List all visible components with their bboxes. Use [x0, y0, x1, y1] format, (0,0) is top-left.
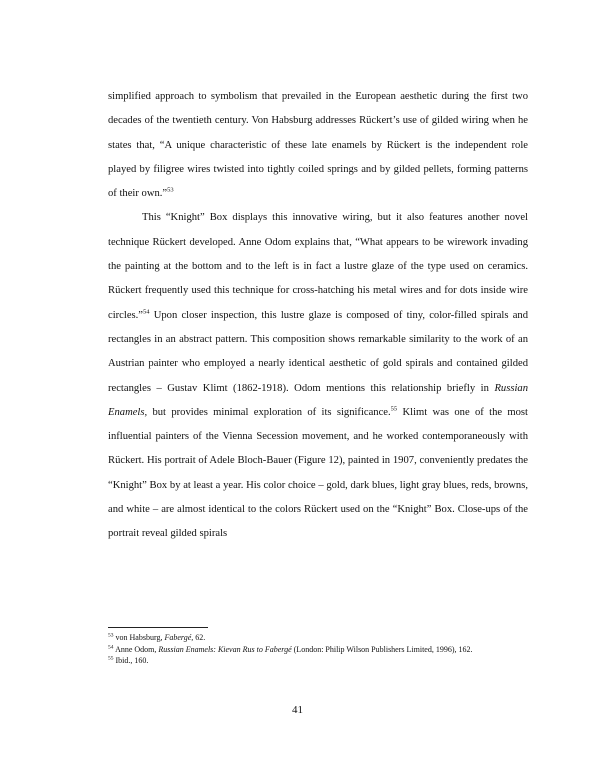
footnote-ref-55[interactable]: 55 — [390, 405, 398, 413]
footnote-number: 53 — [108, 632, 114, 639]
footnote-italic: Russian Enamels: Kievan Rus to Fabergé — [158, 644, 292, 654]
footnote-text: Ibid., 160. — [115, 656, 149, 665]
footnote-divider — [108, 627, 208, 628]
footnote-text: Anne Odom, — [115, 644, 159, 654]
footnotes — [108, 632, 528, 667]
paragraph-2-text-part-2: Upon closer inspection, this lustre glaze is composed of tiny, color-filled spirals and rectangles in an abstract pattern. This composition shows remarkable similarity to the work of an Austrian painter who employed a nearly identical aesthetic of gold spirals and contained gilded rectangles – Gustav Klimt (1862-1918). Odom mentions this relationship briefly in — [108, 309, 528, 394]
paragraph-2-text-part-3: but provides minimal exploration of its significance. — [147, 406, 391, 418]
footnote-ref-53[interactable]: 53 — [167, 186, 174, 194]
footnote-54 — [108, 644, 528, 656]
book-title-italic: Russian Enamels, — [108, 382, 528, 418]
footnote-53 — [108, 632, 528, 644]
footnote-text-end: (London: Philip Wilson Publishers Limited, 1996), 162. — [291, 644, 473, 654]
paragraph-2-text-part-1: This “Knight” Box displays this innovative wiring, but it also features another novel technique Rückert developed. Anne Odom explains that, “What appears to be wirework invading the painting at the bottom and to the left is in fact a lustre glaze of the type used on ceramics. Rückert frequently used this technique for cross-hatching his metal wires and for dots inside wire circles.” — [108, 212, 528, 321]
paragraph-1 — [108, 85, 528, 206]
footnote-text: von Habsburg, — [115, 633, 165, 642]
footnote-55 — [108, 655, 528, 667]
footnote-number: 54 — [108, 643, 114, 650]
footnote-text-end: 62. — [193, 633, 206, 642]
paragraph-2 — [108, 206, 528, 546]
footnote-ref-54[interactable]: 54 — [143, 308, 150, 316]
footnote-italic: Fabergé, — [164, 633, 194, 642]
paragraph-2-text-part-4: Klimt was one of the most influential painters of the Vienna Secession movement, and he worked contemporaneously with Rückert. His portrait of Adele Bloch-Bauer (Figure 12), painted in 1907, conveniently predates the “Knight” Box by at least a year. His color choice – gold, dark blues, light gray blues, reds, browns, and white – are almost identical to the colors Rückert used on the “Knight” Box. Close-ups of the portrait reveal gilded spirals — [108, 406, 528, 540]
paragraph-1-text: simplified approach to symbolism that prevailed in the European aesthetic during the first two decades of the twentieth century. Von Habsburg addresses Rückert’s use of gilded wiring when he states that, “A unique characteristic of these late enamels by Rückert is the independent role played by filigree wires twisted into tightly coiled springs and by gilded pellets, forming patterns of their own.” — [108, 91, 528, 200]
page-number: 41 — [292, 704, 303, 716]
body-text — [108, 85, 528, 547]
footnote-number: 55 — [108, 655, 114, 662]
